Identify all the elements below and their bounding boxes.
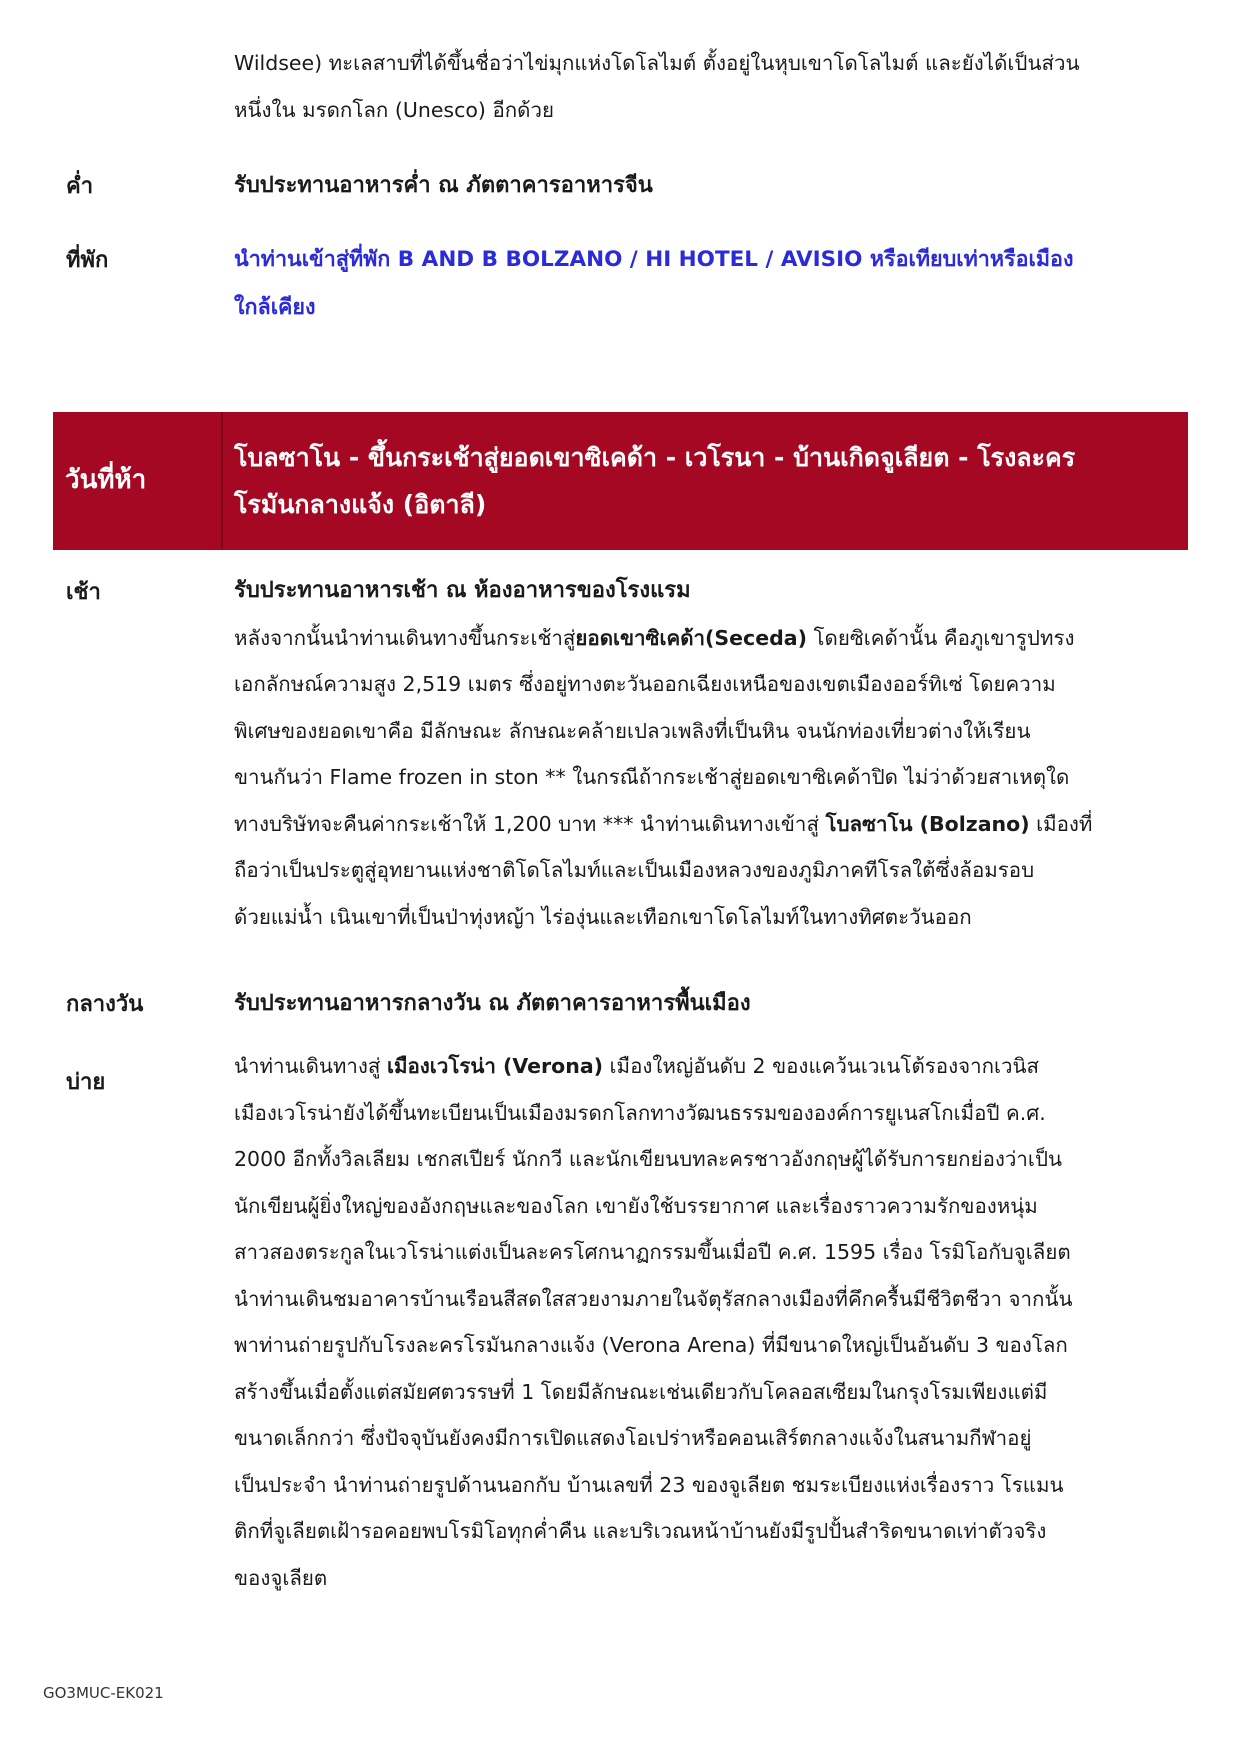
morning-line: หลังจากนั้นนำท่านเดินทางขึ้นกระเช้าสู่ยอดเขาซิเคด้า(Seceda) โดยซิเคด้านั้น คือภูเขารูปทรง bbox=[234, 625, 1075, 650]
afternoon-line: เมืองเวโรน่ายังได้ขึ้นทะเบียนเป็นเมืองมรดกโลกทางวัฒนธรรมขององค์การยูเนสโกเมื่อปี ค.ศ. bbox=[234, 1100, 1046, 1125]
intro-line: หนึ่งใน มรดกโลก (Unesco) อีกด้วย bbox=[234, 97, 555, 122]
morning-line: เอกลักษณ์ความสูง 2,519 เมตร ซึ่งอยู่ทางตะวันออกเฉียงเหนือของเขตเมืองออร์ทิเซ่ โดยความ bbox=[234, 672, 1056, 696]
morning-line: ขานกันว่า Flame frozen in ston ** ในกรณีถ้ากระเช้าสู่ยอดเขาซิเคด้าปิด ไม่ว่าด้วยสาเหตุใด bbox=[234, 765, 1070, 789]
lunch-text: รับประทานอาหารกลางวัน ณ ภัตตาคารอาหารพื้นเมือง bbox=[234, 991, 751, 1016]
dinner-label: ค่ำ bbox=[66, 174, 94, 199]
lunch-label: กลางวัน bbox=[66, 992, 144, 1017]
morning-line: ถือว่าเป็นประตูสู่อุทยานแห่งชาติโดโลไมท์และเป็นเมืองหลวงของภูมิภาคทีโรลใต้ซึ่งล้อมรอบ bbox=[234, 858, 1035, 882]
day-title-line: โรมันกลางแจ้ง (อิตาลี) bbox=[234, 490, 487, 519]
morning-heading: รับประทานอาหารเช้า ณ ห้องอาหารของโรงแรม bbox=[234, 578, 691, 603]
afternoon-line: นักเขียนผู้ยิ่งใหญ่ของอังกฤษและของโลก เขายังใช้บรรยากาศ และเรื่องราวความรักของหนุ่ม bbox=[234, 1193, 1038, 1218]
morning-line: พิเศษของยอดเขาคือ มีลักษณะ ลักษณะคล้ายเปลวเพลิงที่เป็นหิน จนนักท่องเที่ยวต่างให้เรียน bbox=[234, 718, 1031, 743]
day-label: วันที่ห้า bbox=[65, 465, 147, 495]
hotel-label: ที่พัก bbox=[66, 248, 109, 273]
hotel-line: ใกล้เคียง bbox=[234, 295, 316, 320]
afternoon-section bbox=[234, 1043, 1184, 1601]
afternoon-line: ขนาดเล็กกว่า ซึ่งปัจจุบันยังคงมีการเปิดแสดงโอเปร่าหรือคอนเสิร์ตกลางแจ้งในสนามกีฬาอยู่ bbox=[234, 1426, 1032, 1450]
afternoon-line: 2000 อีกทั้งวิลเลียม เชกสเปียร์ นักกวี และนักเขียนบทละครชาวอังกฤษผู้ได้รับการยกย่องว่าเป็น bbox=[234, 1147, 1062, 1171]
afternoon-line: สาวสองตระกูลในเวโรน่าแต่งเป็นละครโศกนาฏกรรมขึ้นเมื่อปี ค.ศ. 1595 เรื่อง โรมิโอกับจูเลียต bbox=[234, 1240, 1071, 1264]
afternoon-line: เป็นประจำ นำท่านถ่ายรูปด้านนอกกับ บ้านเลขที่ 23 ของจูเลียต ชมระเบียงแห่งเรื่องราว โรแมน bbox=[234, 1472, 1064, 1497]
afternoon-line: ของจูเลียต bbox=[234, 1565, 328, 1590]
day-banner bbox=[53, 412, 1188, 550]
intro-paragraph bbox=[234, 40, 1184, 133]
day-title bbox=[234, 434, 1154, 528]
afternoon-line: สร้างขึ้นเมื่อตั้งแต่สมัยศตวรรษที่ 1 โดยมีลักษณะเช่นเดียวกับโคลอสเซียมในกรุงโรมเพียงแต่มี bbox=[234, 1379, 1048, 1404]
day-title-line: โบลซาโน - ขึ้นกระเช้าสู่ยอดเขาซิเคด้า - เวโรนา - บ้านเกิดจูเลียต - โรงละคร bbox=[234, 443, 1076, 472]
morning-line: ทางบริษัทจะคืนค่ากระเช้าให้ 1,200 บาท *** นำท่านเดินทางเข้าสู่ โบลซาโน (Bolzano) เมืองที่ bbox=[234, 811, 1093, 836]
intro-line: Wildsee) ทะเลสาบที่ได้ขึ้นชื่อว่าไข่มุกแห่งโดโลไมต์ ตั้งอยู่ในหุบเขาโดโลไมต์ และยังได้เป็นส่วน bbox=[234, 51, 1080, 75]
afternoon-line: พาท่านถ่ายรูปกับโรงละครโรมันกลางแจ้ง (Verona Arena) ที่มีขนาดใหญ่เป็นอันดับ 3 ของโลก bbox=[234, 1333, 1068, 1357]
morning-label: เช้า bbox=[66, 580, 101, 605]
dinner-text: รับประทานอาหารค่ำ ณ ภัตตาคารอาหารจีน bbox=[234, 173, 653, 198]
afternoon-line: ติกที่จูเลียตเฝ้ารอคอยพบโรมิโอทุกค่ำคืน และบริเวณหน้าบ้านยังมีรูปปั้นสำริดขนาดเท่าตัวจริง bbox=[234, 1519, 1047, 1543]
hotel-line: นำท่านเข้าสู่ที่พัก B AND B BOLZANO / HI HOTEL / AVISIO หรือเทียบเท่าหรือเมือง bbox=[234, 247, 1074, 272]
morning-section bbox=[234, 568, 1184, 940]
afternoon-line: นำท่านเดินทางสู่ เมืองเวโรน่า (Verona) เมืองใหญ่อันดับ 2 ของแคว้นเวเนโต้รองจากเวนิส bbox=[234, 1054, 1040, 1078]
hotel-text bbox=[234, 236, 1184, 332]
morning-line: ด้วยแม่น้ำ เนินเขาที่เป็นป่าทุ่งหญ้า ไร่องุ่นและเทือกเขาโดโลไมท์ในทางทิศตะวันออก bbox=[234, 904, 972, 929]
afternoon-line: นำท่านเดินชมอาคารบ้านเรือนสีสดใสสวยงามภายในจัตุรัสกลางเมืองที่คึกครื้นมีชีวิตชีวา จากนั้น bbox=[234, 1286, 1073, 1311]
document-code: GO3MUC-EK021 bbox=[43, 1684, 164, 1702]
afternoon-label: บ่าย bbox=[66, 1070, 106, 1095]
banner-divider bbox=[221, 412, 223, 550]
